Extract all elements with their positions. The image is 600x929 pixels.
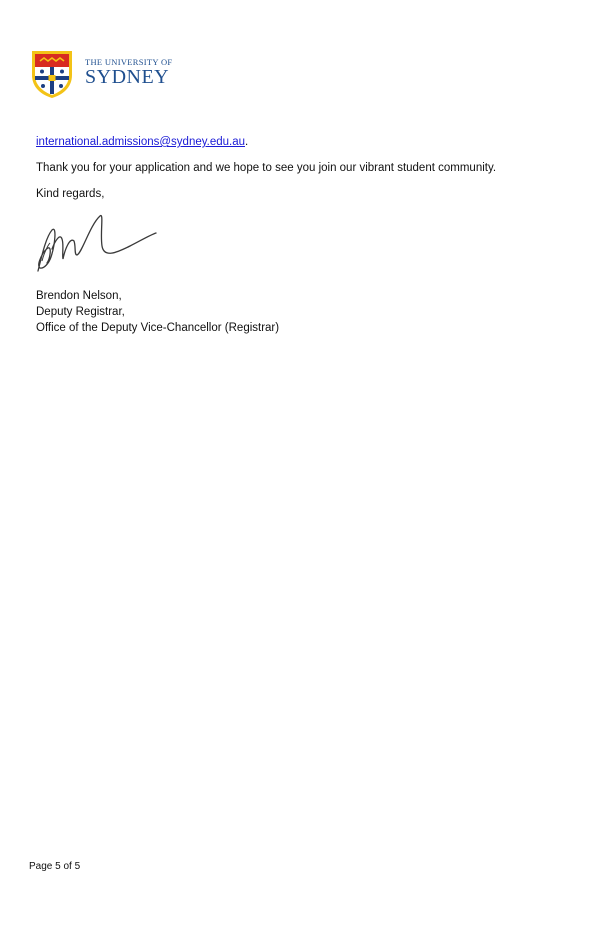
logo-line-sydney: SYDNEY: [85, 66, 170, 88]
email-period: .: [245, 136, 249, 148]
signature-block: [36, 288, 279, 336]
signatory-title: Deputy Registrar,: [36, 306, 125, 318]
email-link[interactable]: international.admissions@sydney.edu.au: [36, 136, 245, 148]
closing-line: Kind regards,: [36, 188, 105, 200]
email-paragraph: [36, 135, 248, 149]
page-number: Page 5 of 5: [29, 861, 81, 872]
logo-line-university: THE UNIVERSITY OF: [85, 57, 173, 67]
signature-image: [34, 213, 160, 275]
signatory-name: Brendon Nelson,: [36, 290, 122, 302]
university-logo: [29, 49, 179, 99]
thanks-paragraph: Thank you for your application and we hope to see you join our vibrant student community.: [36, 162, 497, 174]
university-crest-icon: [29, 49, 75, 99]
signatory-office: Office of the Deputy Vice-Chancellor (Registrar): [36, 322, 280, 334]
